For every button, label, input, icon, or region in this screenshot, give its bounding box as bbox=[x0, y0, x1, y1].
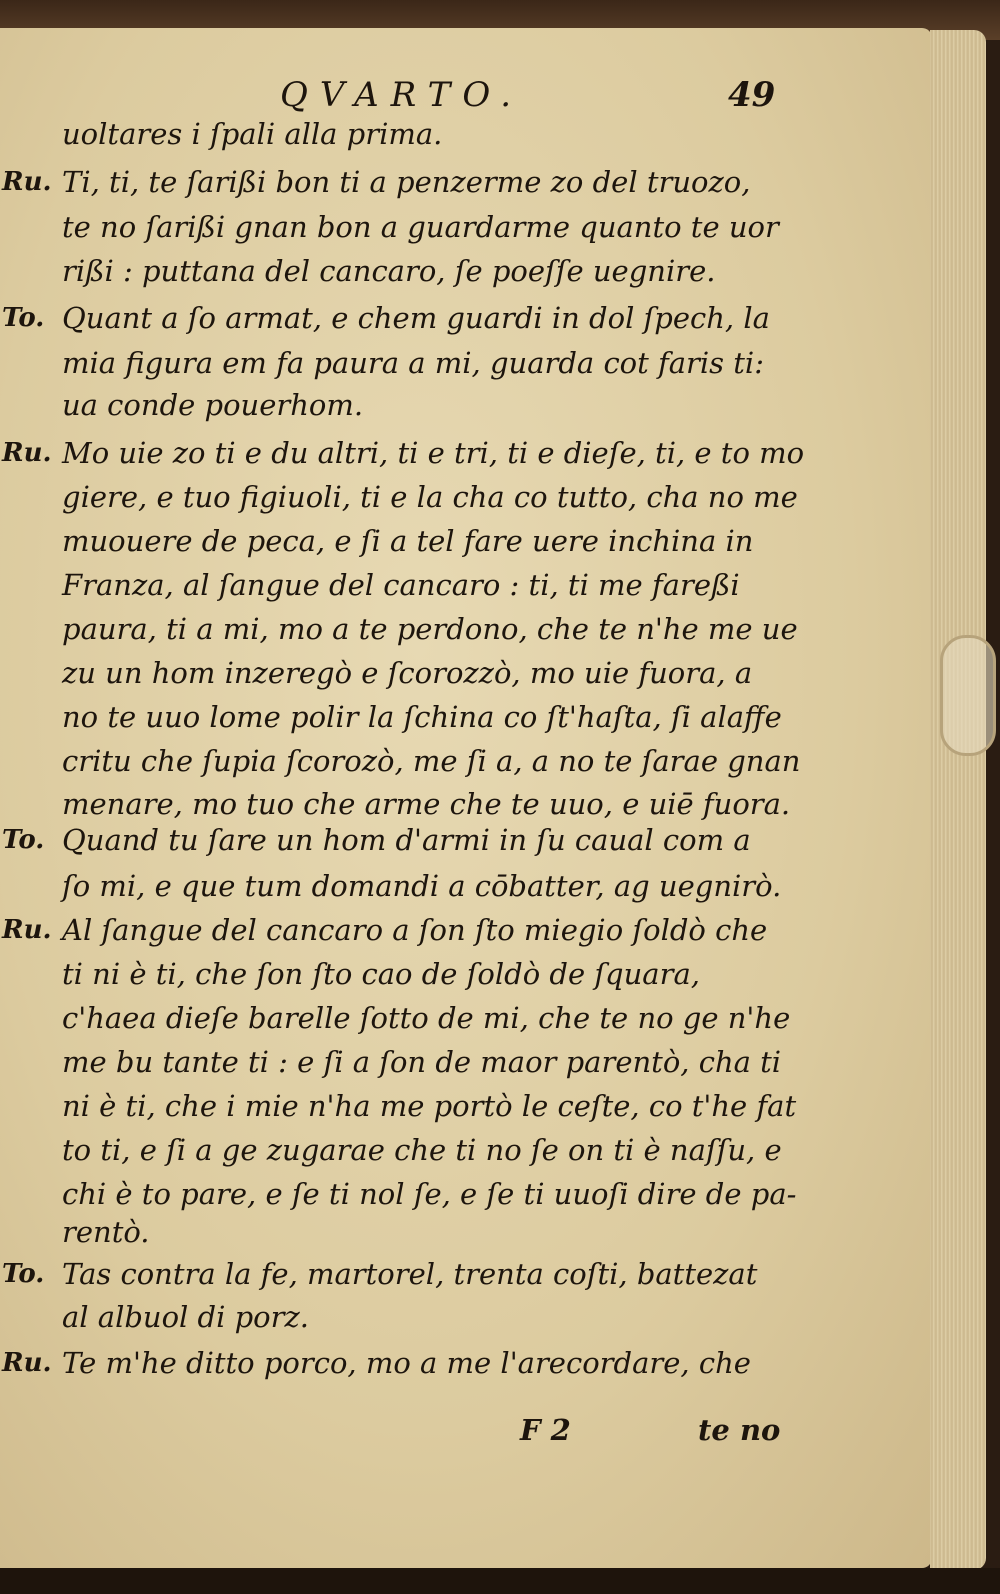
text-line: Quand tu ſare un hom d'armi in ſu caual com a bbox=[62, 823, 751, 857]
text-line: Quant a ſo armat, e chem guardi in dol ſpech, la bbox=[62, 301, 770, 335]
page-number: 49 bbox=[728, 75, 776, 115]
book-bottom-edge bbox=[0, 1568, 1000, 1594]
speaker-label: Ru. bbox=[2, 1348, 52, 1378]
speaker-label: Ru. bbox=[2, 915, 52, 945]
text-line: Ti, ti, te ſarißi bon ti a penzerme zo del truozo, bbox=[62, 165, 751, 199]
signature-mark: F 2 bbox=[520, 1413, 571, 1447]
text-line: Tas contra la fe, martorel, trenta coſti, battezat bbox=[62, 1257, 758, 1291]
text-line: chi è to pare, e ſe ti nol ſe, e ſe ti uuoſi dire de pa- bbox=[62, 1177, 797, 1211]
text-line: te no ſarißi gnan bon a guardarme quanto te uor bbox=[62, 210, 779, 244]
running-title: QVARTO. bbox=[280, 75, 524, 115]
speaker-label: Ru. bbox=[2, 438, 52, 468]
page-footer bbox=[520, 1413, 800, 1453]
text-line: Te m'he ditto porco, mo a me l'arecordare, che bbox=[62, 1346, 751, 1380]
text-line: menare, mo tuo che arme che te uuo, e uiē fuora. bbox=[62, 787, 791, 821]
text-line: ua conde pouerhom. bbox=[62, 388, 364, 422]
page-clasp bbox=[940, 635, 996, 756]
text-line: to ti, e ſi a ge zugarae che ti no ſe on ti è naſſu, e bbox=[62, 1133, 782, 1167]
text-line: c'haea dieſe barelle ſotto de mi, che te no ge n'he bbox=[62, 1001, 791, 1035]
text-line: giere, e tuo figiuoli, ti e la cha co tutto, cha no me bbox=[62, 480, 798, 514]
text-line: Al ſangue del cancaro a ſon ſto miegio ſoldò che bbox=[62, 913, 768, 947]
text-line: Franza, al ſangue del cancaro : ti, ti me fareßi bbox=[62, 568, 740, 602]
text-line: me bu tante ti : e ſi a ſon de maor parentò, cha ti bbox=[62, 1045, 782, 1079]
text-line: paura, ti a mi, mo a te perdono, che te n'he me ue bbox=[62, 612, 798, 646]
text-line: zu un hom inzeregò e ſcorozzò, mo uie fuora, a bbox=[62, 656, 753, 690]
text-line: Mo uie zo ti e du altri, ti e tri, ti e dieſe, ti, e to mo bbox=[62, 436, 805, 470]
text-line: al albuol di porz. bbox=[62, 1300, 309, 1334]
text-line: no te uuo lome polir la ſchina co ſt'haſta, ſi alaffe bbox=[62, 700, 782, 734]
text-line: ni è ti, che i mie n'ha me portò le ceſte, co t'he fat bbox=[62, 1089, 797, 1123]
text-line: ti ni è ti, che ſon ſto cao de ſoldò de ſquara, bbox=[62, 957, 700, 991]
text-line: uoltares i ſpali alla prima. bbox=[62, 117, 443, 151]
text-line: mia figura em fa paura a mi, guarda cot faris ti: bbox=[62, 346, 764, 380]
text-line: rentò. bbox=[62, 1215, 150, 1249]
speaker-label: Ru. bbox=[2, 167, 52, 197]
text-line: muouere de peca, e ſi a tel fare uere inchina in bbox=[62, 524, 754, 558]
speaker-label: To. bbox=[2, 825, 45, 855]
text-line: rißi : puttana del cancaro, ſe poeſſe uegnire. bbox=[62, 254, 716, 288]
text-line: ſo mi, e que tum domandi a cōbatter, ag uegnirò. bbox=[62, 869, 782, 903]
page-edges bbox=[930, 30, 986, 1570]
speaker-label: To. bbox=[2, 1259, 45, 1289]
catchword: te no bbox=[698, 1413, 781, 1447]
text-line: critu che ſupia ſcorozò, me ſi a, a no te ſarae gnan bbox=[62, 744, 801, 778]
speaker-label: To. bbox=[2, 303, 45, 333]
